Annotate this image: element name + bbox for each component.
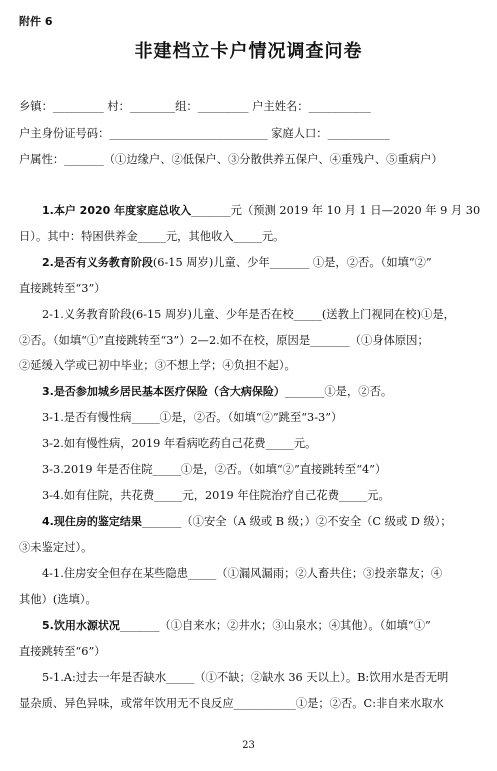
question-3-2: 3-2.如有慢性病，2019 年看病吃药自己花费_____元。: [42, 437, 317, 450]
attachment-label: 附件 6: [19, 15, 53, 28]
question-2-1-line1: 2-1.义务教育阶段(6-15 周岁)儿童、少年是否在校_____(送教上门视同在校)①是，: [42, 308, 455, 321]
question-2-1-line2: ②否。（如填“①”直接跳转至“3”）2—2.如不在校，原因是_______（①身体原因；: [19, 334, 429, 347]
question-1: [42, 203, 480, 219]
question-4-1-line1: 4-1.住房安全但存在某些隐患_____（①漏风漏雨；②人畜共住；③投亲靠友；④: [42, 567, 443, 580]
info-line-household-type: 户属性：_______（①边缘户、②低保户、③分散供养五保户、④重残户、⑤重病户）: [19, 153, 443, 166]
question-5-1-line1: 5-1.A:过去一年是否缺水_____（①不缺；②缺水 36 天以上）。B:饮用水是否无明: [42, 671, 449, 684]
question-3-3: 3-3.2019 年是否住院_____①是，②否。（如填“②”直接跳转至“4”）: [42, 463, 387, 476]
question-5: [42, 618, 431, 634]
info-line-township: 乡镇：_________ 村：________组：_________ 户主姓名：___________: [19, 100, 371, 113]
question-4-line2: ③未鉴定过）。: [19, 541, 93, 554]
question-1-heading: 1.本户 2020 年度家庭总收入: [42, 204, 192, 217]
question-5-1-line2: 显杂质、异色异味，或常年饮用无不良反应___________①是；②否。C:非自来水取水: [19, 697, 444, 710]
question-4-text: _______（①安全（A 级或 B 级；）②不安全（C 级或 D 级）；: [141, 515, 452, 528]
question-5-heading: 5.饮用水源状况: [42, 619, 120, 632]
question-2-text: (6-15 周岁)儿童、少年_______ ①是，②否。（如填“②”: [152, 256, 432, 269]
question-5-line2: 直接跳转至“6”）: [19, 645, 106, 658]
question-3-1: 3-1.是否有慢性病_____①是，②否。（如填“②”跳至“3-3”）: [42, 411, 343, 424]
question-2: [42, 255, 432, 271]
question-3-text: _______①是，②否。: [284, 385, 393, 398]
question-2-line2: 直接跳转至“3”）: [19, 282, 106, 295]
page-number: 23: [242, 740, 255, 751]
question-3: [42, 384, 392, 400]
question-3-heading: 3.是否参加城乡居民基本医疗保险（含大病保险）: [42, 385, 285, 398]
question-2-heading: 2.是否有义务教育阶段: [42, 256, 153, 269]
question-3-4: 3-4.如有住院，共花费_____元，2019 年住院治疗自己花费_____元。: [42, 489, 390, 502]
question-4: [42, 514, 452, 530]
question-2-1-line3: ②延缓入学或已初中毕业；③不想上学；④负担不起）。: [19, 359, 296, 372]
question-5-text: _______（①自来水；②井水；③山泉水；④其他）。（如填“①”: [119, 619, 431, 632]
question-4-heading: 4.现住房的鉴定结果: [42, 515, 142, 528]
question-1-text: _______元（预测 2019 年 10 月 1 日—2020 年 9 月 30: [191, 204, 481, 217]
question-4-1-line2: 其他）(选填）。: [19, 593, 97, 606]
page-title: 非建档立卡户情况调查问卷: [134, 41, 363, 62]
info-line-id: 户主身份证号码：____________________________ 家庭人口：___________: [19, 127, 390, 140]
question-1-line2: 日）。其中：特困供养金_____元，其他收入_____元。: [19, 230, 285, 243]
